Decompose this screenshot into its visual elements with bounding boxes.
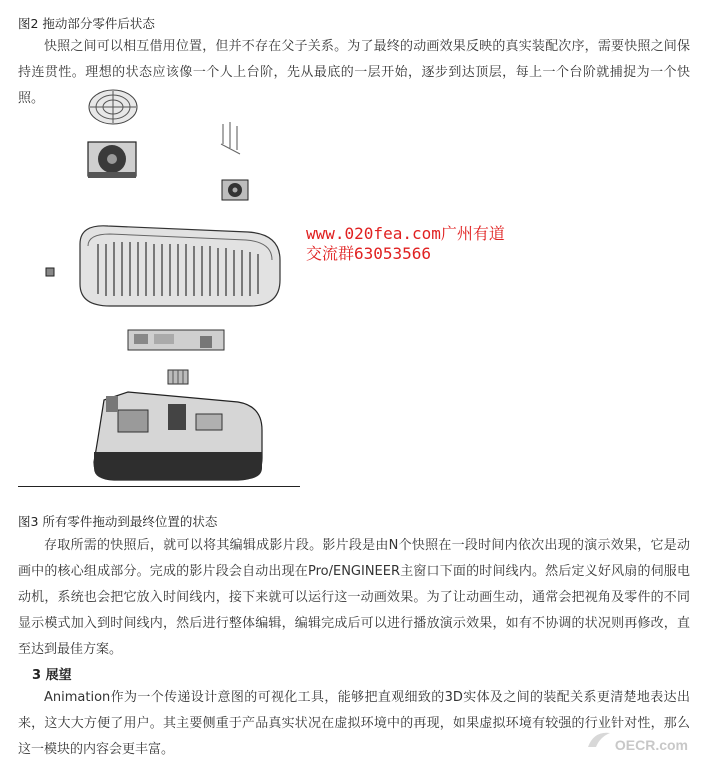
watermark-line-1: www.020fea.com广州有道 bbox=[306, 224, 505, 243]
brand-logo-icon bbox=[586, 729, 612, 751]
figure-baseline bbox=[18, 486, 300, 487]
connector-block bbox=[168, 370, 188, 384]
fan-grill bbox=[89, 90, 137, 124]
circuit-board-small bbox=[128, 330, 224, 350]
heatsink bbox=[80, 226, 280, 306]
figure3-caption: 图3 所有零件拖动到最终位置的状态 bbox=[18, 514, 218, 529]
figure2-caption: 图2 拖动部分零件后状态 bbox=[18, 16, 155, 31]
paragraph-1: 快照之间可以相互借用位置，但并不存在父子关系。为了最终的动画效果反映的真实装配次序，需要快照之间保持连贯性。理想的状态应该像一个人上台阶，先从最底的一层开始，逐步到达顶层，每上一个台阶就捕捉为一个快照。 bbox=[18, 39, 690, 106]
exploded-assembly-figure bbox=[18, 84, 300, 487]
section-3-heading: 3 展望 bbox=[32, 668, 72, 683]
base-housing bbox=[94, 392, 262, 480]
small-screw bbox=[46, 268, 54, 276]
watermark-line-2: 交流群63053566 bbox=[306, 244, 432, 263]
paragraph-2: 存取所需的快照后，就可以将其编辑成影片段。影片段是由N个快照在一段时间内依次出现的演示效果，它是动画中的核心组成部分。完成的影片段会自动出现在Pro/ENGINEER主窗口下面的时间线内。然后定义好风扇的伺服电动机，系统也会把它放入时间线内，接下来就可以运行这一动画效果。为了让动画生动，通常会把视角及零件的不同显示模式加入到时间线内，然后进行整体编辑，编辑完成后可以进行播放演示效果，如有不协调的状况则再修改，直至达到最佳方案。 bbox=[18, 538, 690, 657]
fan-unit-large bbox=[88, 142, 136, 178]
paragraph-3: Animation作为一个传递设计意图的可视化工具，能够把直观细致的3D实体及之间的装配关系更清楚地表达出来，这大大方便了用户。其主要侧重于产品真实状况在虚拟环境中的再现，如果虚拟环境有较强的行业针对性，那么这一模块的内容会更丰富。 bbox=[18, 690, 690, 757]
watermark bbox=[306, 224, 505, 264]
fan-unit-small bbox=[222, 180, 248, 200]
bracket-part bbox=[221, 122, 240, 154]
brand-watermark: OECR.com bbox=[614, 737, 688, 753]
